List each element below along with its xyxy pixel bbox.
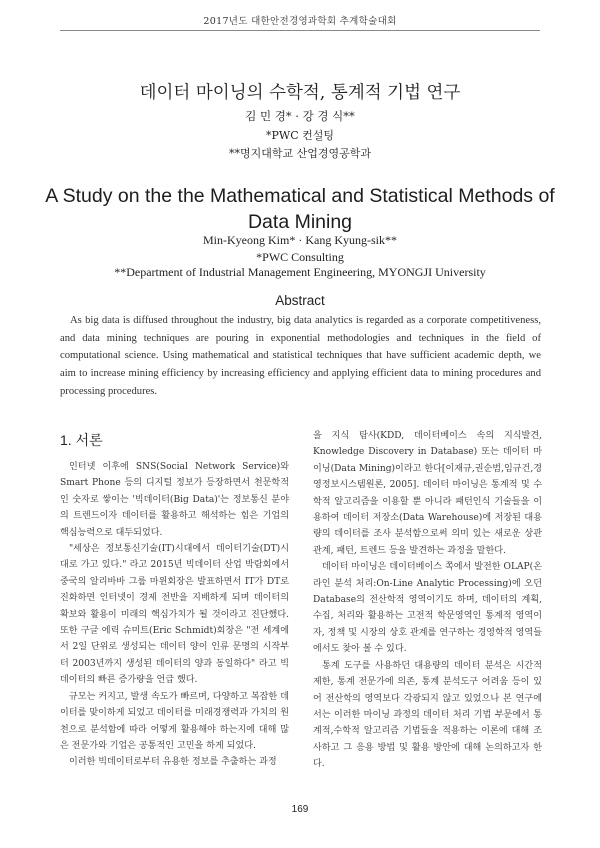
paragraph: 인터넷 이후에 SNS(Social Network Service)와 Smart Phone 등의 디지털 정보가 등장하면서 천문학적인 숫자로 쌓이는 '빅데이터(Big Data)'는 정보통신 분야의 트렌드이자 데이터를 활용하고 해석하는 힘은 기업의 핵심능력으로 대두되었다. [60,462,289,538]
paragraph: 규모는 커지고, 발생 속도가 빠르며, 다양하고 복잡한 데이터를 맞이하게 되었고 데이터를 미래경쟁력과 가치의 원천으로 분석함에 따라 어떻게 활용해야 하는지에 대해 많은 전문가와 기업은 공통적인 고민을 하게 되었다. [60,691,289,751]
header-rule [60,30,540,31]
korean-authors: 김 민 경* · 강 경 식** [245,109,355,123]
korean-title: 데이터 마이닝의 수학적, 통계적 기법 연구 [139,83,461,103]
left-column [60,459,289,771]
english-affiliation-2: **Department of Industrial Management Engineering, MYONGJI University [114,265,486,279]
paragraph: "세상은 정보통신기술(IT)시대에서 데이터기술(DT)시대로 가고 있다." 라고 2015년 빅데이터 산업 박람회에서 중국의 알리바바 그룹 마윈회장은 발표하면서 IT가 DT로 진화하면 인터넷이 경제 전반을 지배하게 되며 데이터의 확보와 활용이 미래의 핵심가치가 될 것이라고 진단했다. 또한 구글 에릭 슈미트(Eric Schmidt)회장은 "전 세계에서 2일 단위로 생성되는 데이터 양이 인류 문명의 시작부터 2003년까지 생성된 데이터의 양과 동일하다" 라고 빅데이터의 빠른 증가량을 언급 했다. [60,544,289,686]
section-heading-introduction: 1. 서론 [60,432,103,448]
paragraph: 이러한 빅데이터로부터 유용한 정보를 추출하는 과정 [69,757,277,768]
paragraph: 데이터 마이닝은 데이터베이스 쪽에서 발전한 OLAP(온라인 분석 처리:On-Line Analytic Processing)에 오던 Database의 전산학적 영역이기도 하며, 데이터의 계획, 수집, 처리와 활용하는 고전적 학문영역인 통계적 영역이자, 정책 및 시장의 상호 관계를 연구하는 경영학적 영역들에서도 찾아 볼 수 있다. [313,562,542,655]
english-title: A Study on the the Mathematical and Statistical Methods of Data Mining [45,185,555,233]
paragraph: 을 지식 탐사(KDD, 데이터베이스 속의 지식발견, Knowledge Discovery in Database) 또는 데이터 마이닝(Data Mining)이라고 한다[이재규,권순범,임규건,경영정보시스템원론, 2005]. 데이터 마이닝은 통계적 및 수학적 알고리즘을 이용할 뿐 아니라 패턴인식 기술들을 이용하여 데이터 저장소(Data Warehouse)에 저장된 대용량의 데이터를 조사 분석함으로써 의미 있는 새로운 상관관계, 패턴, 트렌드 등을 발견하는 과정을 말한다. [313,431,542,556]
page-number: 169 [291,804,309,815]
abstract-heading: Abstract [275,293,325,308]
english-affiliation-1: *PWC Consulting [256,250,344,264]
korean-affiliation-1: *PWC 컨설팅 [266,129,334,142]
english-authors: Min-Kyeong Kim* · Kang Kyung-sik** [203,233,397,247]
paragraph: 통계 도구를 사용하던 대용량의 데이터 분석은 시간적 제한, 통계 전문가에 의존, 통계 분석도구 어려움 등이 있어 전산학의 영역보다 각광되지 않고 있었으나 본 연구에서는 이러한 마이닝 과정의 데이터 처리 기법 부문에서 통계적,수학적 알고리즘 기법들을 적용하는 이론에 대해 조사하고 그 응용 방법 및 활용 방안에 대해 논의하고자 한다. [313,660,542,770]
running-header: 2017년도 대한안전경영과학회 추계학술대회 [203,16,397,27]
korean-affiliation-2: **명지대학교 산업경영공학과 [228,147,371,160]
right-column [313,428,542,773]
abstract-text: As big data is diffused throughout the industry, big data analytics is regarded as a corporate competitiveness, and data mining techniques are pouring in exponential methodologies and techniques in the field of computational science. Using mathematical and statistical techniques that have sufficient academic depth, we aim to increase mining efficiency by increasing efficiency and applying efficient data to mining procedures and processing procedures. [60,315,541,397]
